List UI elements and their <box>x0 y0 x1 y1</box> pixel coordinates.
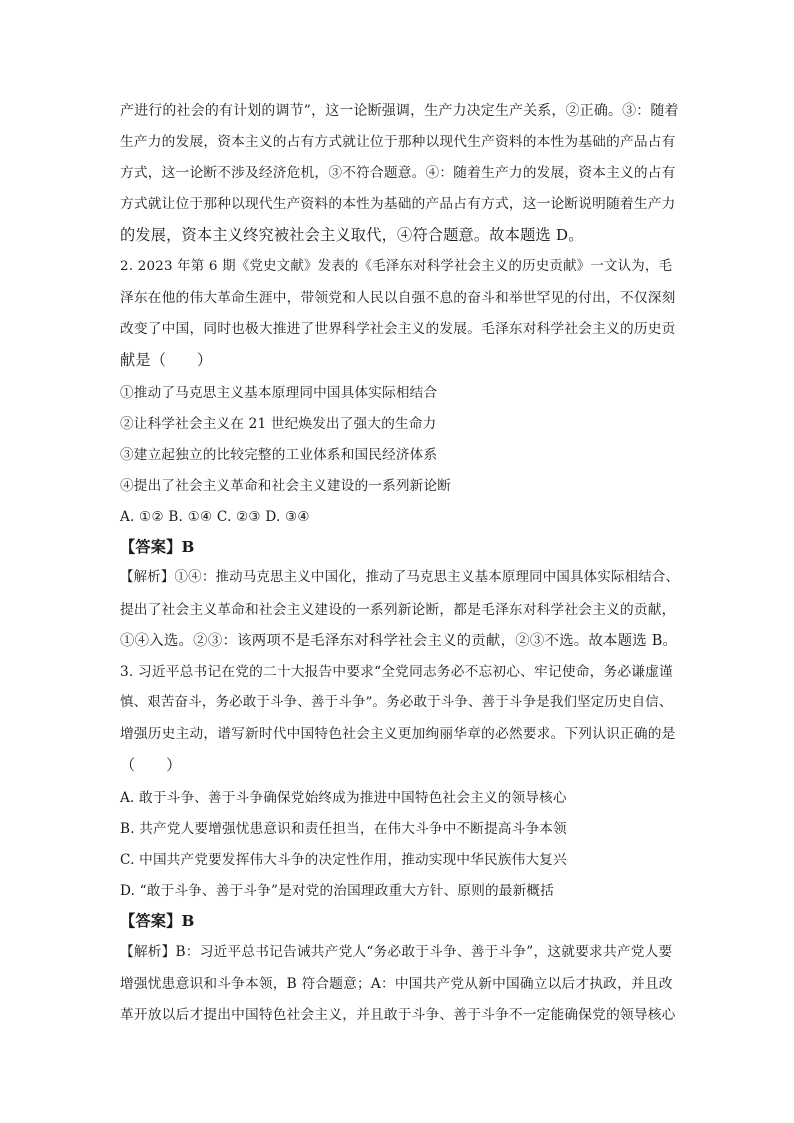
analysis-continued-line-2: 生产力的发展，资本主义的占有方式就让位于那种以现代生产资料的本性为基础的产品占有 <box>120 134 676 150</box>
question-2-analysis-line-3: ①④入选。②③：该两项不是毛泽东对科学社会主义的贡献，②③不选。故本题选 B。 <box>120 633 678 649</box>
question-2-stem-line-2: 泽东在他的伟大革命生涯中，带领党和人民以自强不息的奋斗和举世罕见的付出，不仅深刻 <box>120 290 676 306</box>
question-3-stem-line-2: 慎、艰苦奋斗，务必敢于斗争、善于斗争”。务必敢于斗争、善于斗争是我们坚定历史自信、 <box>120 695 673 710</box>
analysis-continued-line-4: 方式就让位于那种以现代生产资料的本性为基础的产品占有方式，这一论断说明随着生产力 <box>120 196 676 212</box>
question-3-analysis-line-3: 革开放以后才提出中国特色社会主义，并且敢于斗争、善于斗争不一定能确保党的领导核心 <box>120 1007 676 1023</box>
question-2-statement-4: ④提出了社会主义革命和社会主义建设的一系列新论断 <box>120 478 452 494</box>
question-3-option-c: C. 中国共产党要发挥伟大斗争的决定性作用，推动实现中华民族伟大复兴 <box>120 852 567 868</box>
question-3-option-b: B. 共产党人要增强忧患意识和责任担当，在伟大斗争中不断提高斗争本领 <box>120 821 567 837</box>
question-2-answer: 【答案】B <box>120 538 195 556</box>
question-3-answer: 【答案】B <box>120 912 195 930</box>
question-3-option-d: D. “敢于斗争、善于斗争”是对党的治国理政重大方针、原则的最新概括 <box>120 883 554 899</box>
question-2-stem-line-1: 2. 2023 年第 6 期《党史文献》发表的《毛泽东对科学社会主义的历史贡献》一文认为，毛 <box>120 259 673 274</box>
analysis-continued-line-1: 产进行的社会的有计划的调节”，这一论断强调，生产力决定生产关系，②正确。③：随着 <box>120 103 679 119</box>
question-3-analysis-line-2: 增强忧患意识和斗争本领，B 符合题意；A：中国共产党从新中国确立以后才执政，并且改 <box>120 976 673 992</box>
question-2-stem-line-4: 献是（ ） <box>120 351 213 369</box>
question-3-option-a: A. 敢于斗争、善于斗争确保党始终成为推进中国特色社会主义的领导核心 <box>120 790 567 806</box>
analysis-continued-line-3: 方式，这一论断不涉及经济危机，③不符合题意。④：随着生产力的发展，资本主义的占有 <box>120 165 676 181</box>
question-2-statement-2: ②让科学社会主义在 21 世纪焕发出了强大的生命力 <box>120 416 437 432</box>
analysis-continued-line-5: 的发展，资本主义终究被社会主义取代，④符合题意。故本题选 D。 <box>120 226 584 244</box>
question-2-analysis-line-1: 【解析】①④：推动马克思主义中国化，推动了马克思主义基本原理同中国具体实际相结合、 <box>120 570 680 585</box>
question-3-stem-line-4: （ ） <box>120 756 182 774</box>
question-2-stem-line-3: 改变了中国，同时也极大推进了世界科学社会主义的发展。毛泽东对科学社会主义的历史贡 <box>120 321 676 337</box>
question-3-stem-line-1: 3. 习近平总书记在党的二十大报告中要求“全党同志务必不忘初心、牢记使命，务必谦虚谨 <box>120 664 673 680</box>
question-2-analysis-line-2: 提出了社会主义革命和社会主义建设的一系列新论断，都是毛泽东对科学社会主义的贡献， <box>120 602 676 618</box>
question-3-analysis-line-1: 【解析】B：习近平总书记告诫共产党人“务必敢于斗争、善于斗争”，这就要求共产党人要 <box>120 944 673 960</box>
question-3-stem-line-3: 增强历史主动，谱写新时代中国特色社会主义更加绚丽华章的必然要求。下列认识正确的是 <box>120 726 676 742</box>
question-2-statement-3: ③建立起独立的比较完整的工业体系和国民经济体系 <box>120 447 438 463</box>
question-2-statement-1: ①推动了马克思主义基本原理同中国具体实际相结合 <box>120 385 438 401</box>
question-2-choices: A. ①② B. ①④ C. ②③ D. ③④ <box>120 509 310 525</box>
